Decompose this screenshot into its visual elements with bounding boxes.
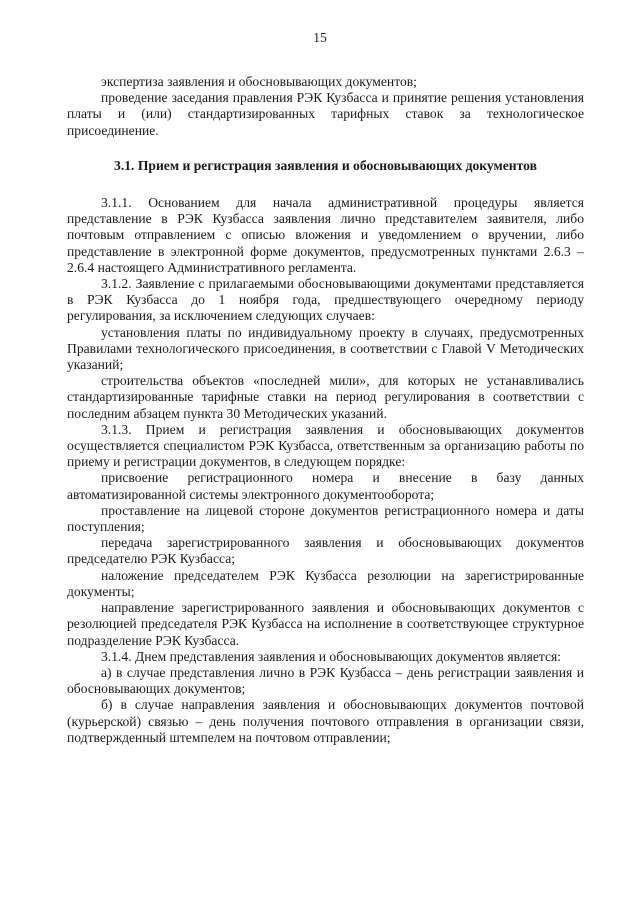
paragraph-3-1-1: 3.1.1. Основанием для начала административной процедуры является представление в РЭК Кузбасса заявления лично представителем заявителя, либо почтовым отправлением с описью вложения и уведомлением о вручении, либо представление в электронной форме документов, предусмотренных пунктами 2.6.3 – 2.6.4 настоящего Административного регламента. (67, 195, 584, 275)
document-body (67, 74, 584, 746)
paragraph-expertise: экспертиза заявления и обосновывающих документов; (101, 74, 417, 89)
paragraph-last-mile: строительства объектов «последней мили», для которых не устанавливались стандартизированные тарифные ставки на период регулирования в соответствии с последним абзацем пункта 30 Методических указаний. (67, 373, 584, 421)
paragraph-item-b: б) в случае направления заявления и обосновывающих документов почтовой (курьерской) связью – день получения почтового отправления в организации связи, подтвержденный штемпелем на почтовом отправлении; (67, 697, 584, 745)
paragraph-item-a: а) в случае представления лично в РЭК Кузбасса – день регистрации заявления и обосновывающих документов; (67, 664, 584, 697)
paragraph-3-1-4: 3.1.4. Днем представления заявления и обосновывающих документов является: (101, 648, 562, 664)
paragraph-date-stamp: проставление на лицевой стороне документов регистрационного номера и даты поступления; (67, 502, 584, 535)
paragraph-individual-project: установления платы по индивидуальному проекту в случаях, предусмотренных Правилами технологического присоединения, в соответствии с Главой V Методических указаний; (67, 324, 584, 373)
paragraph-board-meeting: проведение заседания правления РЭК Кузбасса и принятие решения установления платы и (или) стандартизированных тарифных ставок за технологическое присоединение. (67, 90, 584, 138)
paragraph-send-for-execution: направление зарегистрированного заявления и обосновывающих документов с резолюцией председателя РЭК Кузбасса на исполнение в соответствующее структурное подразделение РЭК Кузбасса. (67, 600, 584, 648)
paragraph-registration-number: присвоение регистрационного номера и внесение в базу данных автоматизированной системы электронного документооборота; (67, 470, 584, 502)
paragraph-3-1-3: 3.1.3. Прием и регистрация заявления и обосновывающих документов осуществляется специалистом РЭК Кузбасса, ответственным за организацию работы по приему и регистрации документов, в следующем порядке: (67, 421, 584, 470)
paragraph-transfer-to-chair: передача зарегистрированного заявления и обосновывающих документов председателю РЭК Кузбасса; (67, 535, 584, 567)
section-heading: 3.1. Прием и регистрация заявления и обосновывающих документов (114, 157, 537, 173)
page-number: 15 (313, 30, 327, 45)
paragraph-3-1-2: 3.1.2. Заявление с прилагаемыми обосновывающими документами представляется в РЭК Кузбасса до 1 ноября года, предшествующего очередному периоду регулирования, за исключением следующих случаев: (67, 276, 584, 324)
paragraph-resolution: наложение председателем РЭК Кузбасса резолюции на зарегистрированные документы; (67, 567, 584, 599)
